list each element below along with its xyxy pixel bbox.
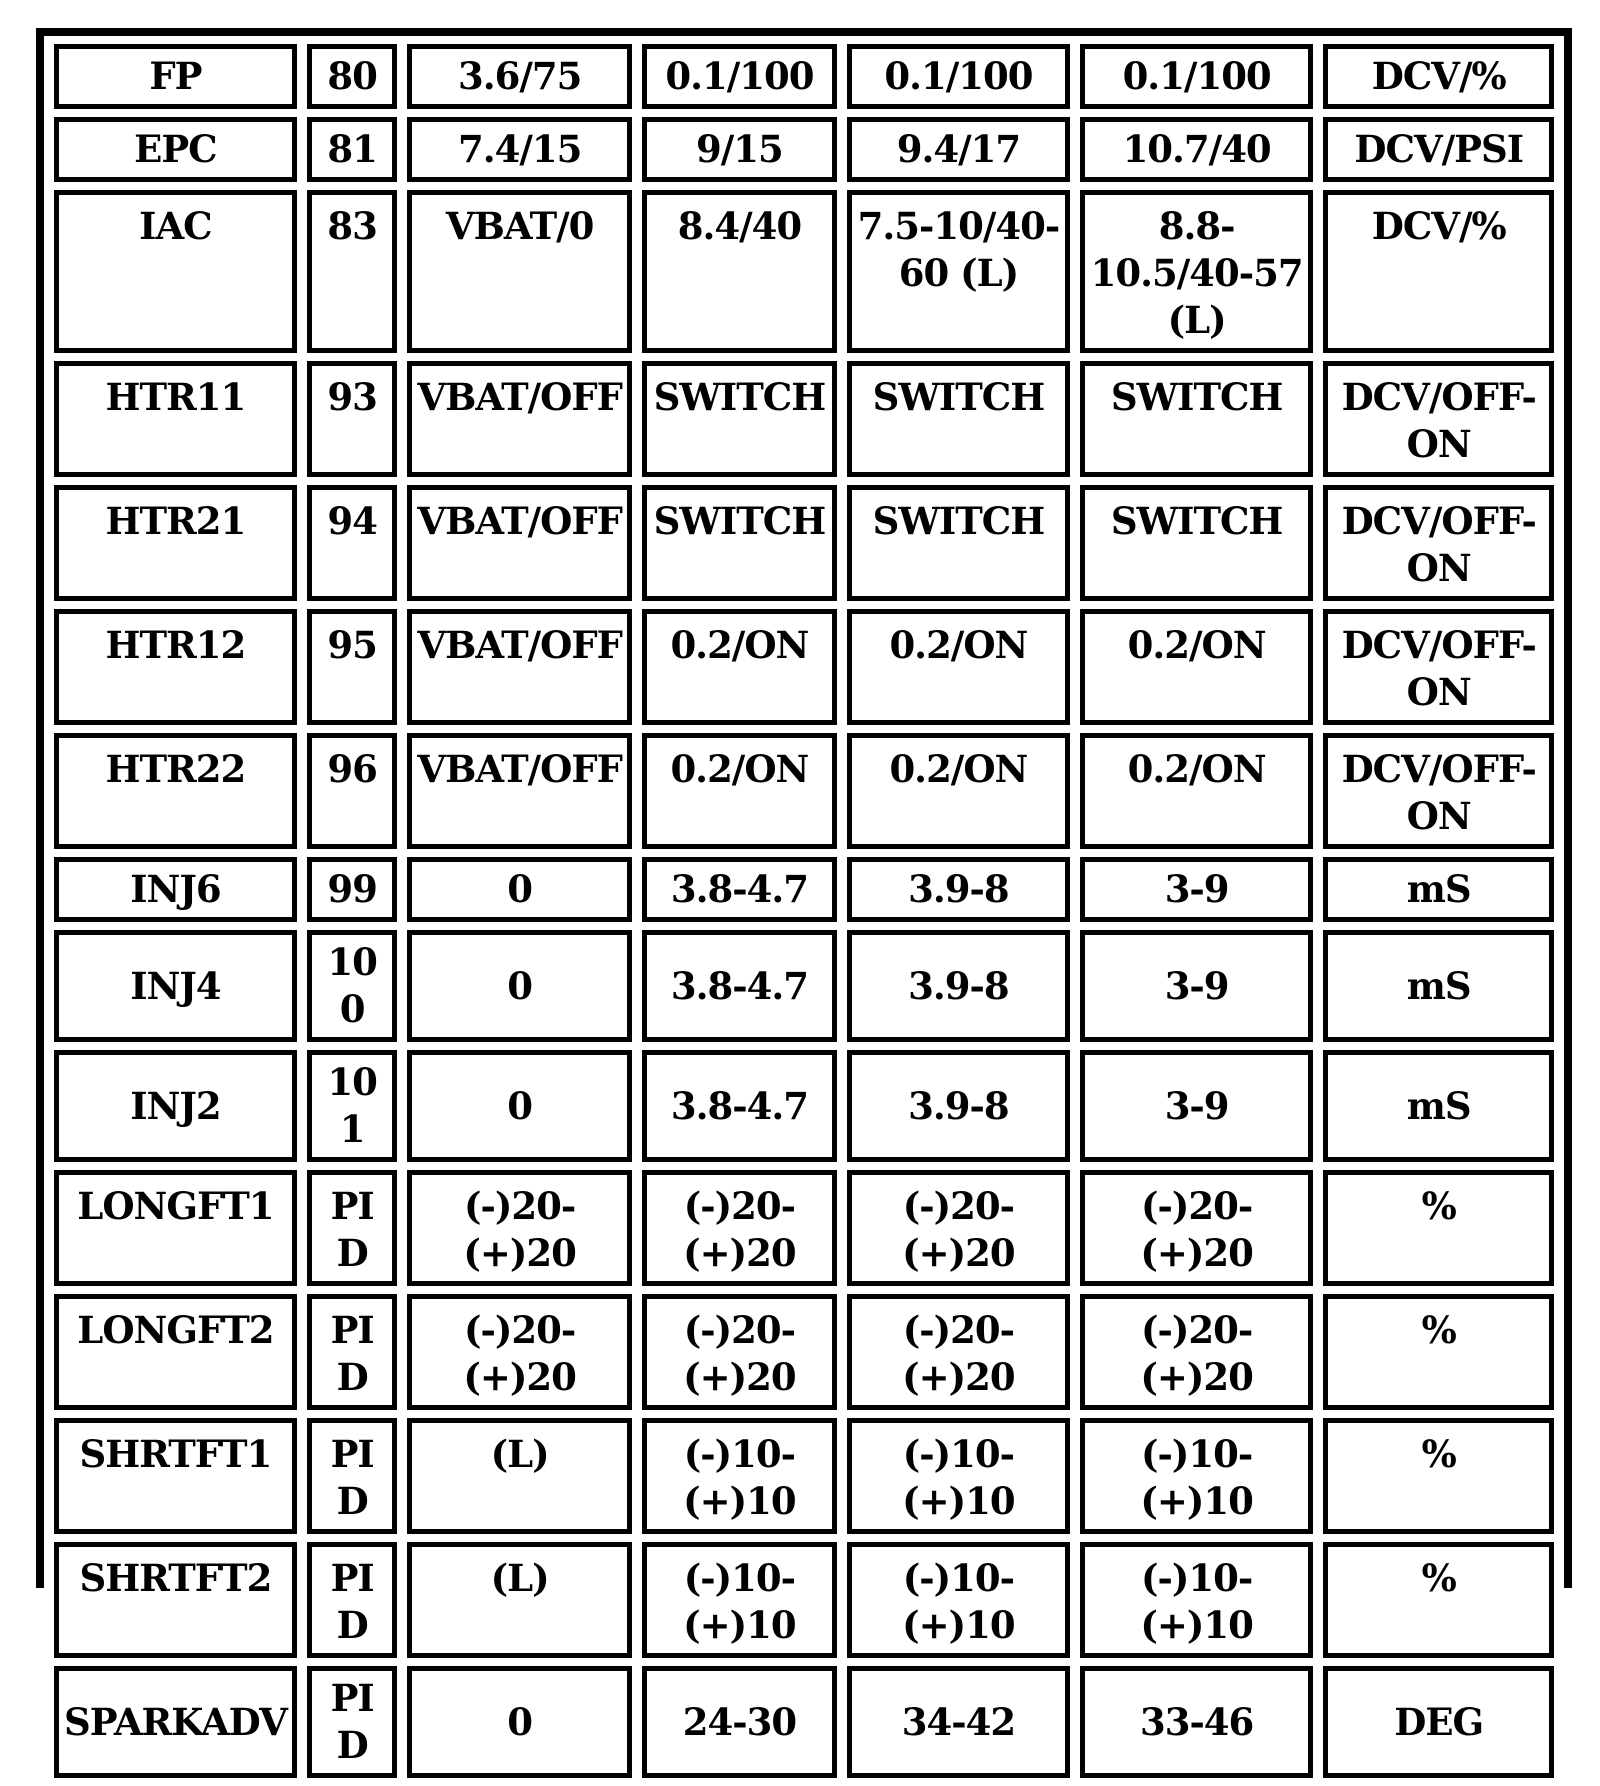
table-row xyxy=(54,1170,1554,1286)
table-row xyxy=(54,44,1554,109)
cell-pin: PID xyxy=(307,1666,398,1778)
cell-unit: DEG xyxy=(1323,1666,1554,1778)
cell-key-on-value: (-)20-(+)20 xyxy=(407,1294,631,1410)
cell-cruise-value: 7.5-10/40-60 (L) xyxy=(847,190,1070,353)
cell-pin: 100 xyxy=(307,930,398,1042)
cell-unit: DCV/% xyxy=(1323,190,1554,353)
cell-cruise-value: 3.9-8 xyxy=(847,857,1070,922)
cell-high-load-value: (-)10-(+)10 xyxy=(1080,1542,1314,1658)
cell-pin: 93 xyxy=(307,361,398,477)
cell-high-load-value: 33-46 xyxy=(1080,1666,1314,1778)
cell-pin: PID xyxy=(307,1170,398,1286)
table-row xyxy=(54,1542,1554,1658)
cell-key-on-value: (L) xyxy=(407,1542,631,1658)
table-row xyxy=(54,361,1554,477)
cell-idle-value: (-)20-(+)20 xyxy=(642,1294,837,1410)
table-row xyxy=(54,190,1554,353)
cell-pin: 81 xyxy=(307,117,398,182)
cell-high-load-value: 10.7/40 xyxy=(1080,117,1314,182)
cell-signal-name: INJ2 xyxy=(54,1050,297,1162)
cell-key-on-value: 0 xyxy=(407,930,631,1042)
cell-pin: 94 xyxy=(307,485,398,601)
cell-idle-value: 0.2/ON xyxy=(642,733,837,849)
cell-idle-value: 0.2/ON xyxy=(642,609,837,725)
cell-key-on-value: VBAT/OFF xyxy=(407,485,631,601)
cell-signal-name: SHRTFT1 xyxy=(54,1418,297,1534)
cell-signal-name: INJ4 xyxy=(54,930,297,1042)
table-row xyxy=(54,1050,1554,1162)
cell-key-on-value: VBAT/0 xyxy=(407,190,631,353)
cell-cruise-value: (-)10-(+)10 xyxy=(847,1542,1070,1658)
cell-unit: % xyxy=(1323,1170,1554,1286)
cell-idle-value: (-)20-(+)20 xyxy=(642,1170,837,1286)
table-row xyxy=(54,857,1554,922)
table-row xyxy=(54,609,1554,725)
cell-key-on-value: 0 xyxy=(407,857,631,922)
cell-signal-name: HTR21 xyxy=(54,485,297,601)
cell-signal-name: FP xyxy=(54,44,297,109)
cell-idle-value: 3.8-4.7 xyxy=(642,930,837,1042)
cell-idle-value: SWITCH xyxy=(642,485,837,601)
cell-cruise-value: 3.9-8 xyxy=(847,930,1070,1042)
cell-signal-name: INJ6 xyxy=(54,857,297,922)
diagnostic-values-table-frame xyxy=(36,28,1572,1767)
cell-idle-value: (-)10-(+)10 xyxy=(642,1418,837,1534)
cell-high-load-value: (-)20-(+)20 xyxy=(1080,1170,1314,1286)
cell-idle-value: 0.1/100 xyxy=(642,44,837,109)
cell-unit: DCV/% xyxy=(1323,44,1554,109)
cell-idle-value: SWITCH xyxy=(642,361,837,477)
table-row xyxy=(54,1418,1554,1534)
cell-signal-name: HTR12 xyxy=(54,609,297,725)
cell-unit: DCV/OFF-ON xyxy=(1323,361,1554,477)
cell-pin: 80 xyxy=(307,44,398,109)
cell-high-load-value: 0.1/100 xyxy=(1080,44,1314,109)
cell-key-on-value: 7.4/15 xyxy=(407,117,631,182)
cell-unit: % xyxy=(1323,1294,1554,1410)
cell-signal-name: LONGFT1 xyxy=(54,1170,297,1286)
cell-high-load-value: 3-9 xyxy=(1080,857,1314,922)
cell-cruise-value: 3.9-8 xyxy=(847,1050,1070,1162)
cell-high-load-value: 3-9 xyxy=(1080,930,1314,1042)
table-row xyxy=(54,930,1554,1042)
table-row xyxy=(54,733,1554,849)
cell-cruise-value: 0.2/ON xyxy=(847,609,1070,725)
cell-signal-name: IAC xyxy=(54,190,297,353)
cell-unit: DCV/OFF-ON xyxy=(1323,733,1554,849)
table-row xyxy=(54,1294,1554,1410)
table-body xyxy=(54,44,1554,1778)
cell-unit: DCV/OFF-ON xyxy=(1323,609,1554,725)
cell-cruise-value: (-)10-(+)10 xyxy=(847,1418,1070,1534)
cell-pin: PID xyxy=(307,1418,398,1534)
cell-unit: mS xyxy=(1323,857,1554,922)
cell-high-load-value: 8.8-10.5/40-57 (L) xyxy=(1080,190,1314,353)
cell-idle-value: 9/15 xyxy=(642,117,837,182)
cell-pin: 83 xyxy=(307,190,398,353)
cell-idle-value: 8.4/40 xyxy=(642,190,837,353)
cell-idle-value: (-)10-(+)10 xyxy=(642,1542,837,1658)
cell-idle-value: 24-30 xyxy=(642,1666,837,1778)
cell-key-on-value: 0 xyxy=(407,1050,631,1162)
cell-high-load-value: (-)10-(+)10 xyxy=(1080,1418,1314,1534)
table-row xyxy=(54,117,1554,182)
cell-cruise-value: 34-42 xyxy=(847,1666,1070,1778)
cell-key-on-value: VBAT/OFF xyxy=(407,733,631,849)
cell-cruise-value: 0.1/100 xyxy=(847,44,1070,109)
cell-high-load-value: 0.2/ON xyxy=(1080,733,1314,849)
cell-pin: PID xyxy=(307,1542,398,1658)
cell-unit: % xyxy=(1323,1418,1554,1534)
cell-idle-value: 3.8-4.7 xyxy=(642,1050,837,1162)
cell-unit: mS xyxy=(1323,930,1554,1042)
table-row xyxy=(54,485,1554,601)
cell-unit: % xyxy=(1323,1542,1554,1658)
cell-signal-name: HTR11 xyxy=(54,361,297,477)
cell-key-on-value: 3.6/75 xyxy=(407,44,631,109)
cell-high-load-value: 3-9 xyxy=(1080,1050,1314,1162)
cell-key-on-value: (L) xyxy=(407,1418,631,1534)
cell-unit: DCV/PSI xyxy=(1323,117,1554,182)
cell-pin: 95 xyxy=(307,609,398,725)
cell-idle-value: 3.8-4.7 xyxy=(642,857,837,922)
cell-key-on-value: 0 xyxy=(407,1666,631,1778)
cell-key-on-value: VBAT/OFF xyxy=(407,609,631,725)
cell-high-load-value: SWITCH xyxy=(1080,485,1314,601)
cell-key-on-value: (-)20-(+)20 xyxy=(407,1170,631,1286)
cell-signal-name: HTR22 xyxy=(54,733,297,849)
cell-cruise-value: 9.4/17 xyxy=(847,117,1070,182)
cell-pin: 99 xyxy=(307,857,398,922)
cell-high-load-value: 0.2/ON xyxy=(1080,609,1314,725)
diagnostic-values-table xyxy=(44,36,1564,1786)
cell-cruise-value: (-)20-(+)20 xyxy=(847,1170,1070,1286)
cell-pin: PID xyxy=(307,1294,398,1410)
cell-cruise-value: 0.2/ON xyxy=(847,733,1070,849)
cell-cruise-value: SWITCH xyxy=(847,361,1070,477)
table-row xyxy=(54,1666,1554,1778)
cell-high-load-value: (-)20-(+)20 xyxy=(1080,1294,1314,1410)
cell-signal-name: EPC xyxy=(54,117,297,182)
cell-unit: mS xyxy=(1323,1050,1554,1162)
cell-pin: 101 xyxy=(307,1050,398,1162)
cell-high-load-value: SWITCH xyxy=(1080,361,1314,477)
cell-unit: DCV/OFF-ON xyxy=(1323,485,1554,601)
cell-signal-name: SPARKADV xyxy=(54,1666,297,1778)
cell-pin: 96 xyxy=(307,733,398,849)
cell-cruise-value: SWITCH xyxy=(847,485,1070,601)
cell-signal-name: SHRTFT2 xyxy=(54,1542,297,1658)
cell-cruise-value: (-)20-(+)20 xyxy=(847,1294,1070,1410)
cell-signal-name: LONGFT2 xyxy=(54,1294,297,1410)
cell-key-on-value: VBAT/OFF xyxy=(407,361,631,477)
